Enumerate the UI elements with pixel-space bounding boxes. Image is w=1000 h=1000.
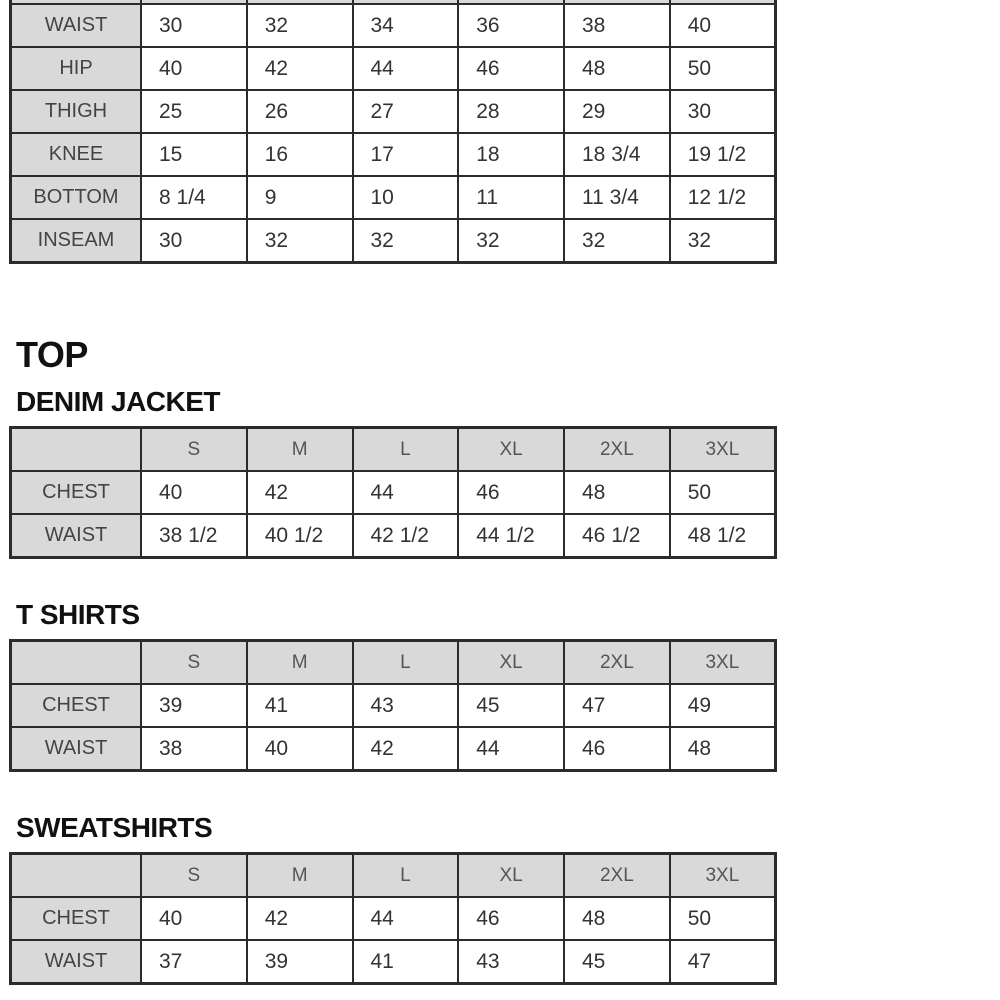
measurement-value: 11 bbox=[458, 176, 564, 219]
header-corner-cell bbox=[11, 854, 142, 898]
measurement-value: 15 bbox=[141, 133, 247, 176]
measurement-row-waist bbox=[11, 514, 776, 558]
header-corner-cell bbox=[11, 428, 142, 472]
size-header-s: S bbox=[141, 428, 247, 472]
measurement-value: 42 bbox=[247, 47, 353, 90]
measurement-value: 41 bbox=[353, 940, 459, 984]
measurement-value: 42 1/2 bbox=[353, 514, 459, 558]
measurement-value: 46 bbox=[458, 47, 564, 90]
measurement-value: 30 bbox=[670, 90, 776, 133]
denim-jacket-table-body bbox=[11, 428, 776, 558]
size-header-3xl: 3XL bbox=[670, 854, 776, 898]
measurement-value: 17 bbox=[353, 133, 459, 176]
measurement-value: 41 bbox=[247, 684, 353, 727]
measurement-value: 39 bbox=[141, 684, 247, 727]
measurement-row-inseam bbox=[11, 219, 776, 263]
measurement-value: 48 bbox=[670, 727, 776, 771]
measurement-value: 9 bbox=[247, 176, 353, 219]
measurement-value: 26 bbox=[247, 90, 353, 133]
measurement-row-hip bbox=[11, 47, 776, 90]
measurement-value: 48 bbox=[564, 897, 670, 940]
measurement-label: CHEST bbox=[11, 471, 142, 514]
measurement-value: 46 bbox=[458, 471, 564, 514]
measurement-value: 48 1/2 bbox=[670, 514, 776, 558]
size-header-2xl: 2XL bbox=[564, 641, 670, 685]
measurement-label: WAIST bbox=[11, 4, 142, 47]
measurement-value: 30 bbox=[141, 219, 247, 263]
size-header-s: S bbox=[141, 854, 247, 898]
t-shirts-size-table bbox=[9, 639, 777, 772]
measurement-value: 40 bbox=[141, 47, 247, 90]
measurement-row-chest bbox=[11, 471, 776, 514]
measurement-label: THIGH bbox=[11, 90, 142, 133]
measurement-label: CHEST bbox=[11, 684, 142, 727]
t-shirts-table-body bbox=[11, 641, 776, 771]
measurement-value: 38 bbox=[564, 4, 670, 47]
header-corner-cell bbox=[11, 641, 142, 685]
size-header-m: M bbox=[247, 641, 353, 685]
measurement-value: 43 bbox=[458, 940, 564, 984]
measurement-label: HIP bbox=[11, 47, 142, 90]
denim-jacket-size-table bbox=[9, 426, 777, 559]
measurement-value: 45 bbox=[458, 684, 564, 727]
bottoms-size-table bbox=[9, 0, 777, 264]
measurement-value: 42 bbox=[353, 727, 459, 771]
size-header-xl: XL bbox=[458, 641, 564, 685]
measurement-value: 30 bbox=[141, 4, 247, 47]
measurement-value: 40 1/2 bbox=[247, 514, 353, 558]
measurement-label: WAIST bbox=[11, 727, 142, 771]
measurement-value: 45 bbox=[564, 940, 670, 984]
measurement-value: 28 bbox=[458, 90, 564, 133]
measurement-value: 32 bbox=[670, 219, 776, 263]
size-header-3xl: 3XL bbox=[670, 641, 776, 685]
measurement-value: 40 bbox=[670, 4, 776, 47]
measurement-value: 47 bbox=[670, 940, 776, 984]
measurement-value: 44 bbox=[458, 727, 564, 771]
measurement-value: 50 bbox=[670, 897, 776, 940]
measurement-value: 34 bbox=[353, 4, 459, 47]
measurement-row-chest bbox=[11, 684, 776, 727]
measurement-value: 46 1/2 bbox=[564, 514, 670, 558]
measurement-value: 8 1/4 bbox=[141, 176, 247, 219]
denim-jacket-heading: DENIM JACKET bbox=[16, 386, 221, 417]
measurement-row-knee bbox=[11, 133, 776, 176]
measurement-value: 40 bbox=[247, 727, 353, 771]
measurement-label: WAIST bbox=[11, 940, 142, 984]
measurement-value: 43 bbox=[353, 684, 459, 727]
measurement-value: 11 3/4 bbox=[564, 176, 670, 219]
size-header-3xl: 3XL bbox=[670, 428, 776, 472]
measurement-value: 47 bbox=[564, 684, 670, 727]
measurement-value: 38 1/2 bbox=[141, 514, 247, 558]
measurement-row-waist bbox=[11, 4, 776, 47]
size-header-m: M bbox=[247, 428, 353, 472]
measurement-value: 32 bbox=[247, 4, 353, 47]
measurement-value: 42 bbox=[247, 471, 353, 514]
measurement-value: 18 bbox=[458, 133, 564, 176]
measurement-value: 12 1/2 bbox=[670, 176, 776, 219]
measurement-value: 25 bbox=[141, 90, 247, 133]
measurement-value: 40 bbox=[141, 471, 247, 514]
sweatshirts-table-body bbox=[11, 854, 776, 984]
measurement-value: 46 bbox=[564, 727, 670, 771]
measurement-value: 50 bbox=[670, 47, 776, 90]
measurement-value: 19 1/2 bbox=[670, 133, 776, 176]
measurement-value: 48 bbox=[564, 471, 670, 514]
size-header-2xl: 2XL bbox=[564, 854, 670, 898]
measurement-row-waist bbox=[11, 727, 776, 771]
measurement-row-bottom bbox=[11, 176, 776, 219]
measurement-value: 27 bbox=[353, 90, 459, 133]
measurement-value: 39 bbox=[247, 940, 353, 984]
measurement-value: 44 1/2 bbox=[458, 514, 564, 558]
measurement-value: 46 bbox=[458, 897, 564, 940]
measurement-label: KNEE bbox=[11, 133, 142, 176]
size-header-2xl: 2XL bbox=[564, 428, 670, 472]
sweatshirts-heading: SWEATSHIRTS bbox=[16, 812, 213, 843]
size-header-xl: XL bbox=[458, 428, 564, 472]
measurement-value: 49 bbox=[670, 684, 776, 727]
top-section-heading: TOP bbox=[16, 334, 88, 375]
measurement-value: 29 bbox=[564, 90, 670, 133]
measurement-row-waist bbox=[11, 940, 776, 984]
measurement-value: 48 bbox=[564, 47, 670, 90]
measurement-row-thigh bbox=[11, 90, 776, 133]
measurement-value: 38 bbox=[141, 727, 247, 771]
measurement-value: 44 bbox=[353, 897, 459, 940]
measurement-value: 37 bbox=[141, 940, 247, 984]
size-header-l: L bbox=[353, 641, 459, 685]
measurement-value: 10 bbox=[353, 176, 459, 219]
measurement-value: 44 bbox=[353, 471, 459, 514]
size-header-row bbox=[11, 428, 776, 472]
measurement-value: 32 bbox=[564, 219, 670, 263]
size-header-m: M bbox=[247, 854, 353, 898]
measurement-value: 42 bbox=[247, 897, 353, 940]
measurement-value: 32 bbox=[353, 219, 459, 263]
sweatshirts-size-table bbox=[9, 852, 777, 985]
bottoms-table-body bbox=[11, 0, 776, 263]
measurement-row-chest bbox=[11, 897, 776, 940]
size-header-s: S bbox=[141, 641, 247, 685]
size-header-l: L bbox=[353, 854, 459, 898]
size-header-xl: XL bbox=[458, 854, 564, 898]
size-header-l: L bbox=[353, 428, 459, 472]
measurement-value: 50 bbox=[670, 471, 776, 514]
measurement-value: 36 bbox=[458, 4, 564, 47]
measurement-value: 40 bbox=[141, 897, 247, 940]
measurement-label: BOTTOM bbox=[11, 176, 142, 219]
measurement-label: INSEAM bbox=[11, 219, 142, 263]
size-header-row bbox=[11, 641, 776, 685]
measurement-value: 18 3/4 bbox=[564, 133, 670, 176]
measurement-value: 16 bbox=[247, 133, 353, 176]
t-shirts-heading: T SHIRTS bbox=[16, 599, 140, 630]
measurement-label: CHEST bbox=[11, 897, 142, 940]
measurement-value: 32 bbox=[458, 219, 564, 263]
size-header-row bbox=[11, 854, 776, 898]
measurement-label: WAIST bbox=[11, 514, 142, 558]
measurement-value: 32 bbox=[247, 219, 353, 263]
measurement-value: 44 bbox=[353, 47, 459, 90]
